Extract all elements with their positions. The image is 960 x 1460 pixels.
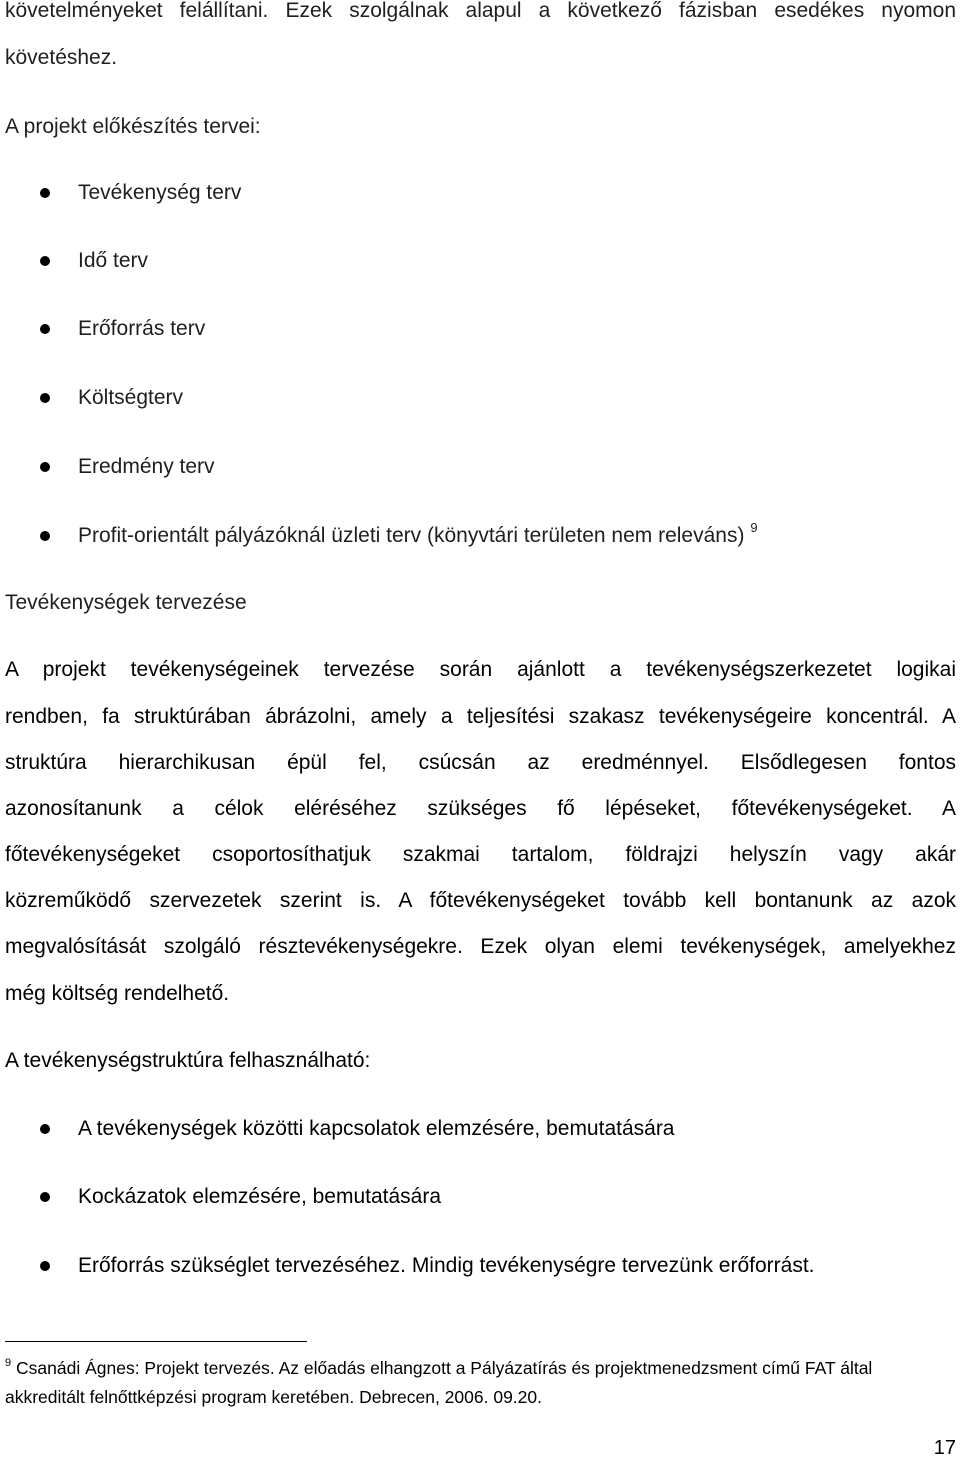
paragraph-line-6: közreműködő szervezetek szerint is. A főtevékenységeket tovább kell bontanunk az azok: [5, 889, 956, 912]
footnote-line-1: [5, 1357, 872, 1379]
footnote-number: 9: [5, 1357, 12, 1370]
plans-item-6-text: Profit-orientált pályázóknál üzleti terv (könyvtári területen nem releváns): [78, 524, 745, 547]
plans-item-2: Idő terv: [78, 249, 149, 272]
paragraph-line-7: megvalósítását szolgáló résztevékenységekre. Ezek olyan elemi tevékenységek, amelyekhez: [5, 935, 956, 958]
paragraph-line-8: még költség rendelhető.: [5, 982, 230, 1005]
page-number: 17: [933, 1437, 956, 1459]
bullet-icon: [40, 324, 50, 334]
intro-line-1: követelményeket felállítani. Ezek szolgálnak alapul a következő fázisban esedékes nyomon: [5, 0, 956, 22]
paragraph-line-2: rendben, fa struktúrában ábrázolni, amely a teljesítési szakasz tevékenységeire koncentrál. A: [5, 705, 956, 728]
plans-item-3: Erőforrás terv: [78, 317, 206, 340]
footnote-separator: [5, 1341, 307, 1342]
footnote-reference: 9: [750, 520, 758, 535]
paragraph-line-3: struktúra hierarchikusan épül fel, csúcsán az eredménnyel. Elsődlegesen fontos: [5, 751, 956, 774]
footnote-line-2: akkreditált felnőttképzési program keretében. Debrecen, 2006. 09.20.: [5, 1387, 542, 1407]
uses-item-2: Kockázatok elemzésére, bemutatására: [78, 1185, 442, 1208]
plans-item-5: Eredmény terv: [78, 455, 215, 478]
plans-item-1: Tevékenység terv: [78, 181, 242, 204]
uses-item-1: A tevékenységek közötti kapcsolatok elemzésére, bemutatására: [78, 1117, 675, 1140]
uses-item-3: Erőforrás szükséglet tervezéséhez. Mindig tevékenységre tervezünk erőforrást.: [78, 1254, 815, 1277]
plans-heading: A projekt előkészítés tervei:: [5, 115, 261, 138]
bullet-icon: [40, 188, 50, 198]
bullet-icon: [40, 1124, 50, 1134]
bullet-icon: [40, 462, 50, 472]
paragraph-line-5: főtevékenységeket csoportosíthatjuk szakmai tartalom, földrajzi helyszín vagy akár: [5, 843, 956, 866]
paragraph-line-4: azonosítanunk a célok eléréséhez szükséges fő lépéseket, főtevékenységeket. A: [5, 797, 956, 820]
bullet-icon: [40, 1192, 50, 1202]
bullet-icon: [40, 531, 50, 541]
bullet-icon: [40, 393, 50, 403]
bullet-icon: [40, 1261, 50, 1271]
uses-heading: A tevékenységstruktúra felhasználható:: [5, 1049, 371, 1072]
plans-item-6: [78, 520, 758, 549]
bullet-icon: [40, 256, 50, 266]
paragraph-line-1: A projekt tevékenységeinek tervezése során ajánlott a tevékenységszerkezetet logikai: [5, 658, 956, 681]
intro-line-2: követéshez.: [5, 46, 118, 69]
plans-item-4: Költségterv: [78, 386, 184, 409]
footnote-text-1: Csanádi Ágnes: Projekt tervezés. Az előadás elhangzott a Pályázatírás és projektmenedzsment című FAT által: [16, 1358, 873, 1378]
section-heading: Tevékenységek tervezése: [5, 591, 247, 614]
